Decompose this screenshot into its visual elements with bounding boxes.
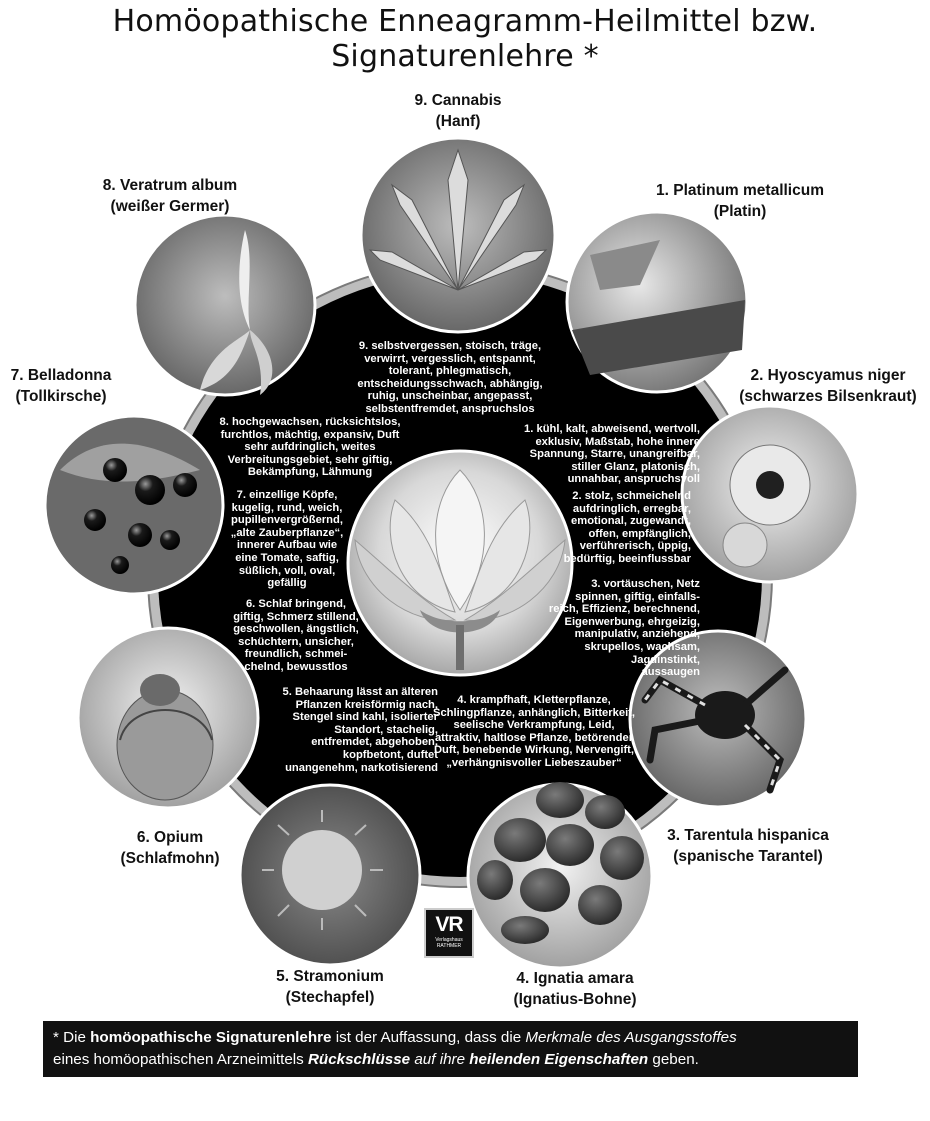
label-platinum: 1. Platinum metallicum (Platin) — [656, 182, 824, 220]
label-veratrum: 8. Veratrum album (weißer Germer) — [102, 177, 238, 215]
platinum-image — [567, 212, 747, 392]
cannabis-image — [361, 138, 555, 332]
desc-belladonna: 7. einzellige Köpfe, kugelig, rund, weich, pupillenvergrößernd, „alte Zauberpflanze“, innerer Aufbau wie eine Tomate, saftig, süßlich, voll, oval, gefällig — [230, 489, 344, 590]
label-ignatia: 4. Ignatia amara (Ignatius-Bohne) — [513, 970, 637, 1008]
desc-ignatia: 4. krampfhaft, Kletterpflanze, Schlingpflanze, anhänglich, Bitterkeit, seelische Verkrampfung, Leid, attraktiv, haltlose Pflanze, betörender Duft, benebende Wirkung, Nervengift, „verhängnisvoller Liebeszauber“ — [432, 694, 636, 769]
desc-tarentula: 3. vortäuschen, Netz spinnen, giftig, einfalls- reich, Effizienz, berechnend, Eigenwerbung, ehrgeizig, manipulativ, anziehend, skrupellos, wachsam, Jagdinstinkt, aussaugen — [548, 578, 700, 679]
publisher-logo: VR Verlagshaus RATHMER — [424, 908, 474, 958]
desc-veratrum: 8. hochgewachsen, rücksichtslos, furchtlos, mächtig, expansiv, Duft sehr aufdringlich, weites Verbreitungsgebiet, sehr giftig, Bekämpfung, Lähmung — [219, 416, 401, 479]
hyoscyamus-image — [682, 406, 858, 582]
desc-platinum: 1. kühl, kalt, abweisend, wertvoll, exklusiv, Maßstab, hohe innere Spannung, Starre, unangreifbar, stiller Glanz, platonisch, unnahbar, anspruchsvoll — [524, 423, 700, 486]
label-tarentula: 3. Tarentula hispanica (spanische Tarantel) — [667, 827, 829, 865]
label-cannabis: 9. Cannabis (Hanf) — [414, 92, 502, 130]
veratrum-image — [135, 215, 315, 395]
stramonium-image — [240, 785, 420, 965]
desc-opium: 6. Schlaf bringend, giftig, Schmerz stillend, geschwollen, ängstlich, schüchtern, unsicher, freundlich, schmei- chelnd, bewusstlos — [233, 598, 359, 673]
label-belladonna: 7. Belladonna (Tollkirsche) — [10, 367, 112, 405]
label-stramonium: 5. Stramonium (Stechapfel) — [276, 968, 384, 1006]
page-title: Homöopathische Enneagramm-Heilmittel bzw. Signaturenlehre * — [112, 4, 818, 74]
label-opium: 6. Opium (Schlafmohn) — [120, 829, 220, 867]
desc-stramonium: 5. Behaarung lässt an älteren Pflanzen kreisförmig nach, Stengel sind kahl, isolierter Standort, stachelig, entfremdet, abgehoben, kopfbetont, duftet unangenehm, narkotisierend — [282, 686, 438, 774]
footnote-box: * Die homöopathische Signaturenlehre ist der Auffassung, dass die Merkmale des Ausgangsstoffes eines homöopathischen Arzneimittels Rückschlüsse auf ihre heilenden Eigenschaften geben. — [43, 1021, 858, 1077]
ignatia-image — [468, 782, 652, 968]
belladonna-image — [45, 416, 223, 594]
desc-hyoscyamus: 2. stolz, schmeichelnd aufdringlich, erregbar, emotional, zugewandt, offen, empfänglich, verführerisch, üppig, bedürftig, beeinflussbar — [563, 490, 691, 565]
desc-cannabis: 9. selbstvergessen, stoisch, träge, verwirrt, vergesslich, entspannt, tolerant, phlegmatisch, entscheidungsschwach, abhängig, ruhig, unscheinbar, angepasst, selbstentfremdet, anspruchslos — [357, 340, 543, 415]
label-hyoscyamus: 2. Hyoscyamus niger (schwarzes Bilsenkraut) — [739, 367, 917, 405]
